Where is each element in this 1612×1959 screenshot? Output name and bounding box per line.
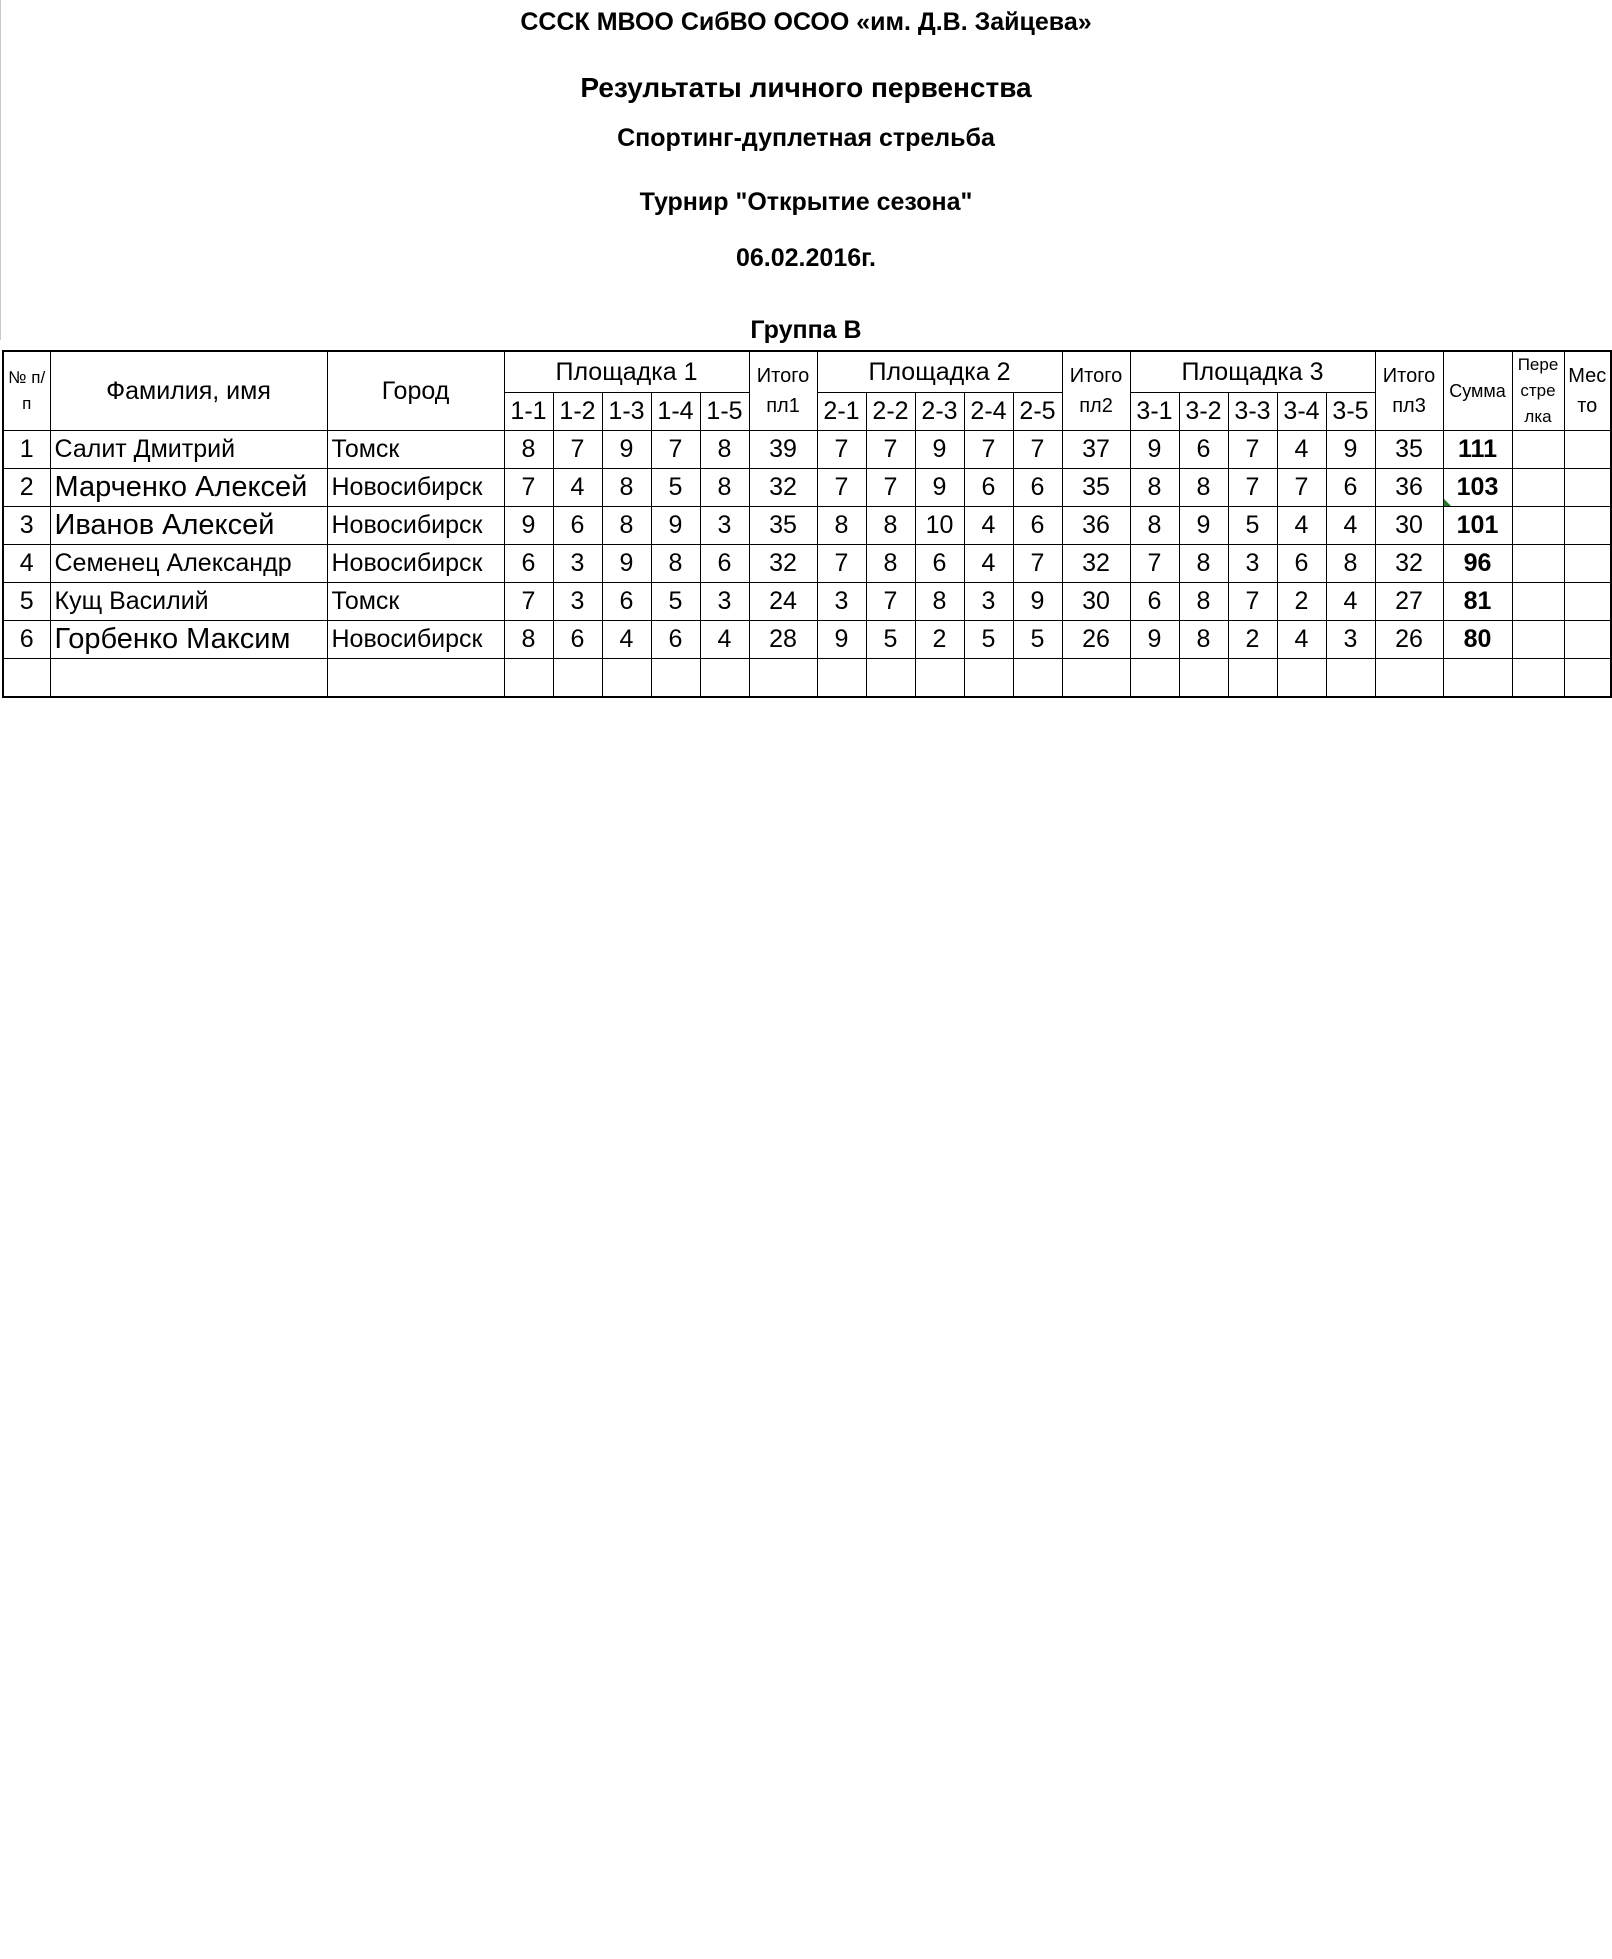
score-cell: 3 <box>964 583 1013 621</box>
score-cell: 4 <box>1326 583 1375 621</box>
row-number: 1 <box>3 431 50 469</box>
score-cell: 8 <box>866 545 915 583</box>
sheet-left-edge <box>0 0 1 340</box>
row-number: 2 <box>3 469 50 507</box>
total-cell: 32 <box>749 469 817 507</box>
empty-cell <box>749 659 817 698</box>
score-cell: 9 <box>602 545 651 583</box>
athlete-city: Новосибирск <box>327 469 504 507</box>
table-row <box>3 431 1611 469</box>
score-cell: 6 <box>964 469 1013 507</box>
results-body <box>3 431 1611 698</box>
header-sub: 3-5 <box>1326 393 1375 431</box>
place-cell <box>1564 431 1611 469</box>
athlete-city: Томск <box>327 431 504 469</box>
tournament-name: Турнир "Открытие сезона" <box>639 188 973 216</box>
header-sub: 1-2 <box>553 393 602 431</box>
score-cell: 6 <box>700 545 749 583</box>
score-cell: 7 <box>964 431 1013 469</box>
score-cell: 6 <box>1013 507 1062 545</box>
total-cell: 30 <box>1062 583 1130 621</box>
row-number: 6 <box>3 621 50 659</box>
score-cell: 7 <box>1228 431 1277 469</box>
score-cell: 6 <box>504 545 553 583</box>
empty-cell <box>1062 659 1130 698</box>
score-cell: 6 <box>1013 469 1062 507</box>
total-cell: 35 <box>1062 469 1130 507</box>
score-cell: 7 <box>817 545 866 583</box>
score-cell: 8 <box>504 431 553 469</box>
empty-cell <box>1277 659 1326 698</box>
results-table <box>2 350 1612 698</box>
score-cell: 5 <box>964 621 1013 659</box>
header-area-1: Площадка 1 <box>504 351 749 393</box>
header-sub: 3-1 <box>1130 393 1179 431</box>
score-cell: 8 <box>817 507 866 545</box>
empty-cell <box>866 659 915 698</box>
score-cell: 6 <box>553 507 602 545</box>
header-total-1: Итого пл1 <box>749 351 817 431</box>
sum-cell: 111 <box>1443 431 1512 469</box>
header-sub: 3-3 <box>1228 393 1277 431</box>
cell-comment-marker-icon <box>1444 499 1451 506</box>
shootoff-cell <box>1512 621 1564 659</box>
empty-cell <box>50 659 327 698</box>
header-sub: 1-5 <box>700 393 749 431</box>
page-title: Результаты личного первенства <box>580 72 1032 103</box>
score-cell: 7 <box>504 583 553 621</box>
score-cell: 9 <box>915 431 964 469</box>
place-cell <box>1564 583 1611 621</box>
score-cell: 7 <box>866 583 915 621</box>
group-label: Группа В <box>750 316 862 344</box>
score-cell: 9 <box>1326 431 1375 469</box>
empty-cell <box>504 659 553 698</box>
score-cell: 8 <box>651 545 700 583</box>
score-cell: 9 <box>1130 621 1179 659</box>
score-cell: 6 <box>915 545 964 583</box>
table-row <box>3 469 1611 507</box>
organization-title: СССК МВОО СибВО ОСОО «им. Д.В. Зайцева» <box>520 8 1092 36</box>
score-cell: 5 <box>866 621 915 659</box>
score-cell: 4 <box>964 507 1013 545</box>
empty-cell <box>1512 659 1564 698</box>
score-cell: 6 <box>553 621 602 659</box>
table-row <box>3 621 1611 659</box>
score-cell: 4 <box>1277 431 1326 469</box>
total-cell: 35 <box>1375 431 1443 469</box>
header-area-2: Площадка 2 <box>817 351 1062 393</box>
athlete-city: Новосибирск <box>327 545 504 583</box>
score-cell: 9 <box>1179 507 1228 545</box>
score-cell: 6 <box>1326 469 1375 507</box>
empty-cell <box>1375 659 1443 698</box>
score-cell: 5 <box>651 469 700 507</box>
score-cell: 8 <box>1179 583 1228 621</box>
score-cell: 7 <box>504 469 553 507</box>
empty-cell <box>1130 659 1179 698</box>
athlete-city: Томск <box>327 583 504 621</box>
score-cell: 6 <box>1277 545 1326 583</box>
score-cell: 4 <box>1277 507 1326 545</box>
score-cell: 3 <box>817 583 866 621</box>
score-cell: 8 <box>700 469 749 507</box>
shootoff-cell <box>1512 469 1564 507</box>
total-cell: 30 <box>1375 507 1443 545</box>
place-cell <box>1564 507 1611 545</box>
score-cell: 2 <box>915 621 964 659</box>
row-number: 4 <box>3 545 50 583</box>
score-cell: 7 <box>866 469 915 507</box>
row-number: 3 <box>3 507 50 545</box>
header-area-3: Площадка 3 <box>1130 351 1375 393</box>
score-cell: 9 <box>817 621 866 659</box>
score-cell: 4 <box>553 469 602 507</box>
score-cell: 8 <box>866 507 915 545</box>
header-sub: 1-4 <box>651 393 700 431</box>
empty-cell <box>553 659 602 698</box>
table-row <box>3 583 1611 621</box>
empty-cell <box>602 659 651 698</box>
score-cell: 7 <box>1013 545 1062 583</box>
score-cell: 4 <box>602 621 651 659</box>
athlete-name: Салит Дмитрий <box>50 431 327 469</box>
header-sub: 3-4 <box>1277 393 1326 431</box>
score-cell: 5 <box>1013 621 1062 659</box>
empty-cell <box>915 659 964 698</box>
total-cell: 36 <box>1062 507 1130 545</box>
score-cell: 8 <box>1179 469 1228 507</box>
empty-cell <box>817 659 866 698</box>
header-sub: 3-2 <box>1179 393 1228 431</box>
athlete-name: Семенец Александр <box>50 545 327 583</box>
empty-cell <box>700 659 749 698</box>
header-sub: 2-3 <box>915 393 964 431</box>
score-cell: 2 <box>1277 583 1326 621</box>
total-cell: 28 <box>749 621 817 659</box>
total-cell: 32 <box>1375 545 1443 583</box>
empty-cell <box>1443 659 1512 698</box>
empty-cell <box>964 659 1013 698</box>
table-row <box>3 545 1611 583</box>
score-cell: 6 <box>651 621 700 659</box>
header-sub: 2-5 <box>1013 393 1062 431</box>
athlete-name: Марченко Алексей <box>50 469 327 507</box>
score-cell: 8 <box>602 469 651 507</box>
score-cell: 7 <box>817 431 866 469</box>
place-cell <box>1564 621 1611 659</box>
row-number: 5 <box>3 583 50 621</box>
sum-cell: 96 <box>1443 545 1512 583</box>
discipline-subtitle: Спортинг-дуплетная стрельба <box>617 124 995 152</box>
score-cell: 5 <box>1228 507 1277 545</box>
score-cell: 4 <box>1326 507 1375 545</box>
empty-cell <box>327 659 504 698</box>
header-sub: 2-4 <box>964 393 1013 431</box>
shootoff-cell <box>1512 431 1564 469</box>
score-cell: 9 <box>915 469 964 507</box>
place-cell <box>1564 545 1611 583</box>
score-cell: 6 <box>1179 431 1228 469</box>
score-cell: 3 <box>1228 545 1277 583</box>
athlete-city: Новосибирск <box>327 507 504 545</box>
score-cell: 7 <box>1130 545 1179 583</box>
sum-cell: 81 <box>1443 583 1512 621</box>
score-cell: 8 <box>1130 469 1179 507</box>
shootoff-cell <box>1512 545 1564 583</box>
total-cell: 39 <box>749 431 817 469</box>
score-cell: 4 <box>964 545 1013 583</box>
total-cell: 24 <box>749 583 817 621</box>
total-cell: 36 <box>1375 469 1443 507</box>
athlete-name: Кущ Василий <box>50 583 327 621</box>
score-cell: 3 <box>1326 621 1375 659</box>
total-cell: 37 <box>1062 431 1130 469</box>
score-cell: 9 <box>1013 583 1062 621</box>
total-cell: 27 <box>1375 583 1443 621</box>
score-cell: 7 <box>1277 469 1326 507</box>
empty-cell <box>1564 659 1611 698</box>
total-cell: 32 <box>749 545 817 583</box>
athlete-name: Горбенко Максим <box>50 621 327 659</box>
empty-cell <box>1179 659 1228 698</box>
header-sub: 2-2 <box>866 393 915 431</box>
score-cell: 2 <box>1228 621 1277 659</box>
empty-cell <box>651 659 700 698</box>
event-date: 06.02.2016г. <box>736 244 876 272</box>
score-cell: 4 <box>1277 621 1326 659</box>
header-city: Город <box>327 351 504 431</box>
sum-cell: 101 <box>1443 507 1512 545</box>
header-number: № п/п <box>3 351 50 431</box>
total-cell: 26 <box>1062 621 1130 659</box>
shootoff-cell <box>1512 507 1564 545</box>
score-cell: 6 <box>1130 583 1179 621</box>
empty-cell <box>1013 659 1062 698</box>
score-cell: 7 <box>553 431 602 469</box>
score-cell: 10 <box>915 507 964 545</box>
score-cell: 7 <box>1228 469 1277 507</box>
athlete-city: Новосибирск <box>327 621 504 659</box>
header-sub: 2-1 <box>817 393 866 431</box>
empty-cell <box>1326 659 1375 698</box>
score-cell: 9 <box>1130 431 1179 469</box>
sum-cell: 80 <box>1443 621 1512 659</box>
score-cell: 7 <box>1228 583 1277 621</box>
score-cell: 8 <box>915 583 964 621</box>
header-name: Фамилия, имя <box>50 351 327 431</box>
score-cell: 7 <box>1013 431 1062 469</box>
score-cell: 9 <box>602 431 651 469</box>
header-sum: Сумма <box>1443 351 1512 431</box>
score-cell: 3 <box>700 507 749 545</box>
score-cell: 8 <box>1179 621 1228 659</box>
score-cell: 3 <box>553 545 602 583</box>
athlete-name: Иванов Алексей <box>50 507 327 545</box>
header-total-3: Итого пл3 <box>1375 351 1443 431</box>
table-header-row <box>3 351 1611 393</box>
empty-cell <box>3 659 50 698</box>
score-cell: 7 <box>651 431 700 469</box>
total-cell: 35 <box>749 507 817 545</box>
score-cell: 7 <box>817 469 866 507</box>
score-cell: 9 <box>651 507 700 545</box>
header-total-2: Итого пл2 <box>1062 351 1130 431</box>
header-place: Мес то <box>1564 351 1611 431</box>
score-cell: 8 <box>1130 507 1179 545</box>
score-cell: 8 <box>700 431 749 469</box>
score-cell: 8 <box>1326 545 1375 583</box>
total-cell: 32 <box>1062 545 1130 583</box>
score-cell: 6 <box>602 583 651 621</box>
score-cell: 8 <box>1179 545 1228 583</box>
score-cell: 8 <box>504 621 553 659</box>
header-shootoff: Пере стре лка <box>1512 351 1564 431</box>
score-cell: 8 <box>602 507 651 545</box>
empty-row <box>3 659 1611 698</box>
place-cell <box>1564 469 1611 507</box>
score-cell: 5 <box>651 583 700 621</box>
score-cell: 3 <box>700 583 749 621</box>
shootoff-cell <box>1512 583 1564 621</box>
score-cell: 3 <box>553 583 602 621</box>
score-cell: 7 <box>866 431 915 469</box>
header-sub: 1-3 <box>602 393 651 431</box>
score-cell: 4 <box>700 621 749 659</box>
table-row <box>3 507 1611 545</box>
total-cell: 26 <box>1375 621 1443 659</box>
empty-cell <box>1228 659 1277 698</box>
header-sub: 1-1 <box>504 393 553 431</box>
score-cell: 9 <box>504 507 553 545</box>
sum-cell: 103 <box>1443 469 1512 507</box>
